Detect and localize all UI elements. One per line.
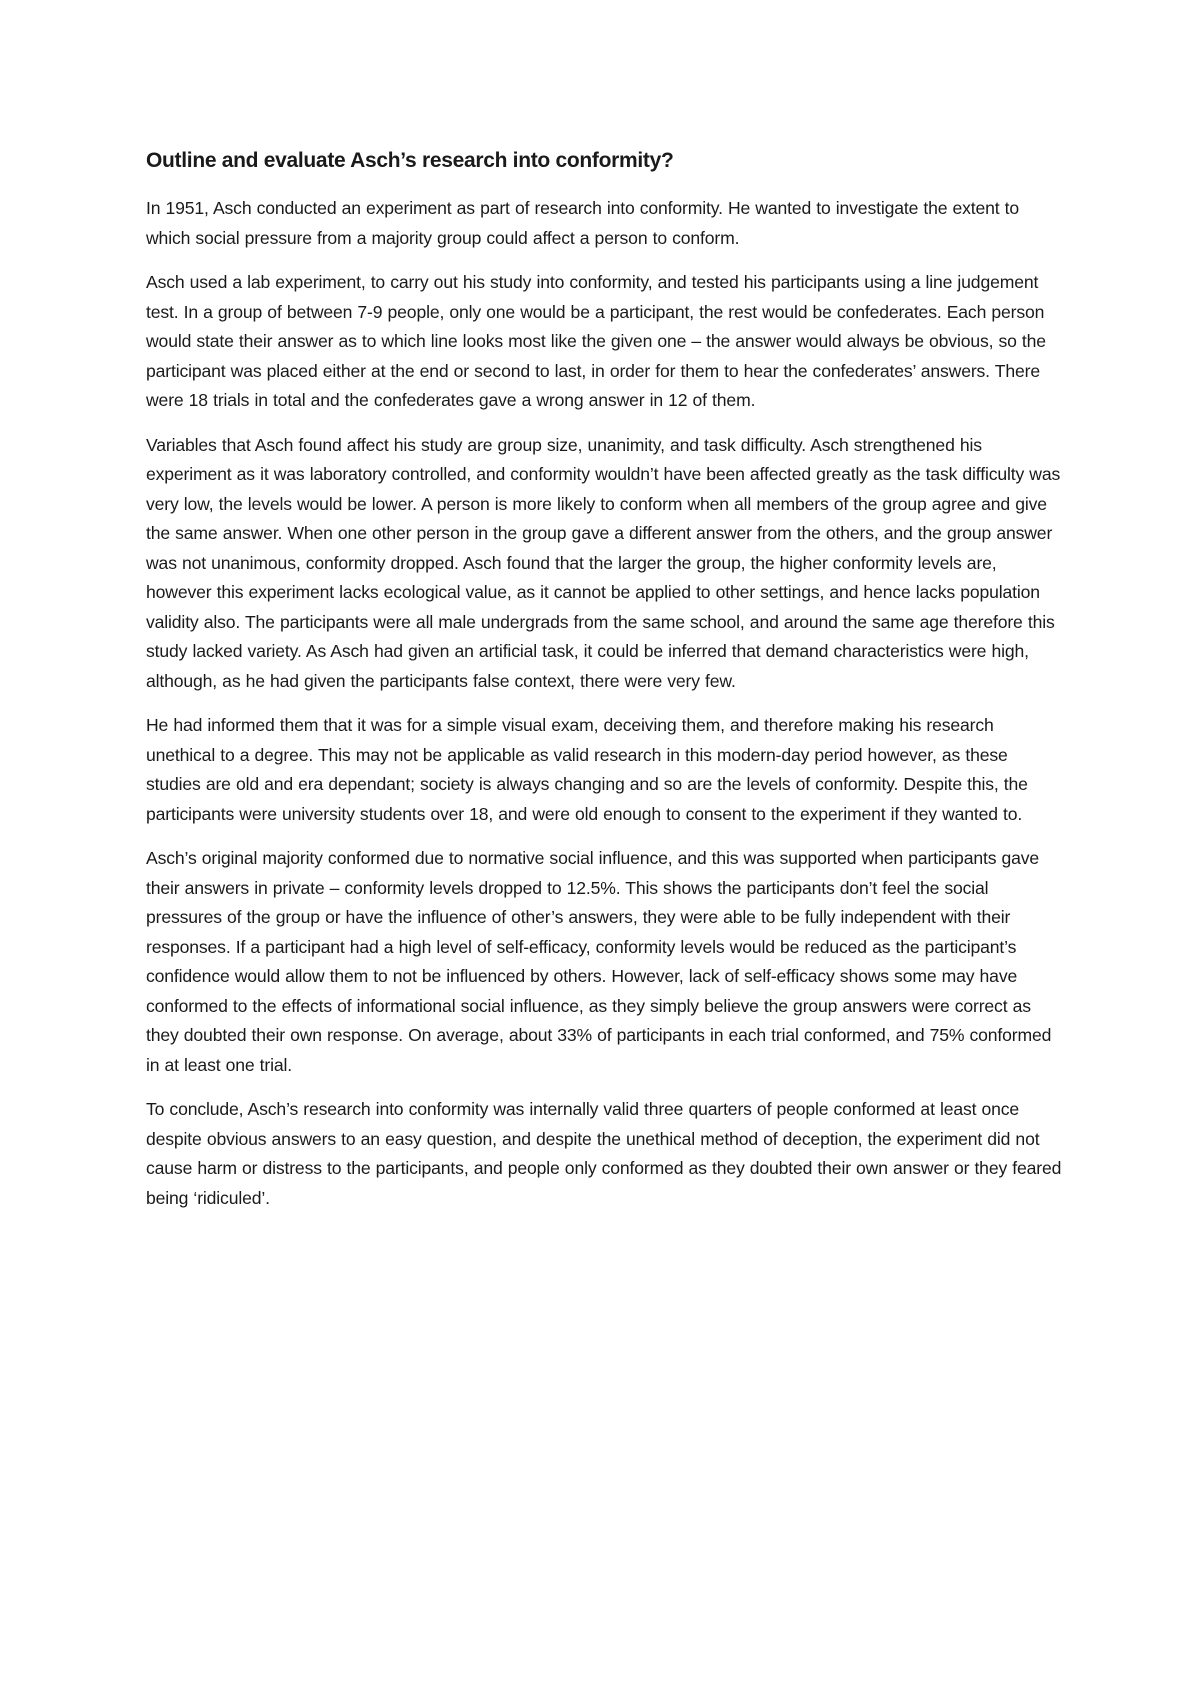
paragraph-influence: Asch’s original majority conformed due to normative social influence, and this was supported when participants gave their answers in private – conformity levels dropped to 12.5%. This shows the participants don’t feel the social pressures of the group or have the influence of other’s answers, they were able to be fully independent with their responses. If a participant had a high level of self-efficacy, conformity levels would be reduced as the participant’s confidence would allow them to not be influenced by others. However, lack of self-efficacy shows some may have conformed to the effects of informational social influence, as they simply believe the group answers were correct as they doubted their own response. On average, about 33% of participants in each trial conformed, and 75% conformed in at least one trial. bbox=[146, 848, 1052, 1075]
document-title: Outline and evaluate Asch’s research into conformity? bbox=[146, 149, 674, 172]
paragraph-variables: Variables that Asch found affect his study are group size, unanimity, and task difficulty. Asch strengthened his experiment as it was laboratory controlled, and conformity wouldn’t have been affected greatly as the task difficulty was very low, the levels would be lower. A person is more likely to conform when all members of the group agree and give the same answer. When one other person in the group gave a different answer from the others, and the group answer was not unanimous, conformity dropped. Asch found that the larger the group, the higher conformity levels are, however this experiment lacks ecological value, as it cannot be applied to other settings, and hence lacks population validity also. The participants were all male undergrads from the same school, and around the same age therefore this study lacked variety. As Asch had given an artificial task, it could be inferred that demand characteristics were high, although, as he had given the participants false context, there were very few. bbox=[146, 434, 1061, 691]
paragraph-conclusion: To conclude, Asch’s research into conformity was internally valid three quarters of people conformed at least once despite obvious answers to an easy question, and despite the unethical method of deception, the experiment did not cause harm or distress to the participants, and people only conformed as they doubted their own answer or they feared being ‘ridiculed’. bbox=[146, 1099, 1062, 1208]
paragraph-ethics: He had informed them that it was for a simple visual exam, deceiving them, and therefore making his research unethical to a degree. This may not be applicable as valid research in this modern-day period however, as these studies are old and era dependant; society is always changing and so are the levels of conformity. Despite this, the participants were university students over 18, and were old enough to consent to the experiment if they wanted to. bbox=[146, 715, 1028, 824]
document-body bbox=[146, 146, 1062, 1228]
paragraph-introduction: In 1951, Asch conducted an experiment as part of research into conformity. He wanted to investigate the extent to which social pressure from a majority group could affect a person to conform. bbox=[146, 198, 1020, 248]
paragraph-procedure: Asch used a lab experiment, to carry out his study into conformity, and tested his participants using a line judgement test. In a group of between 7-9 people, only one would be a participant, the rest would be confederates. Each person would state their answer as to which line looks most like the given one – the answer would always be obvious, so the participant was placed either at the end or second to last, in order for them to hear the confederates’ answers. There were 18 trials in total and the confederates gave a wrong answer in 12 of them. bbox=[146, 272, 1046, 410]
